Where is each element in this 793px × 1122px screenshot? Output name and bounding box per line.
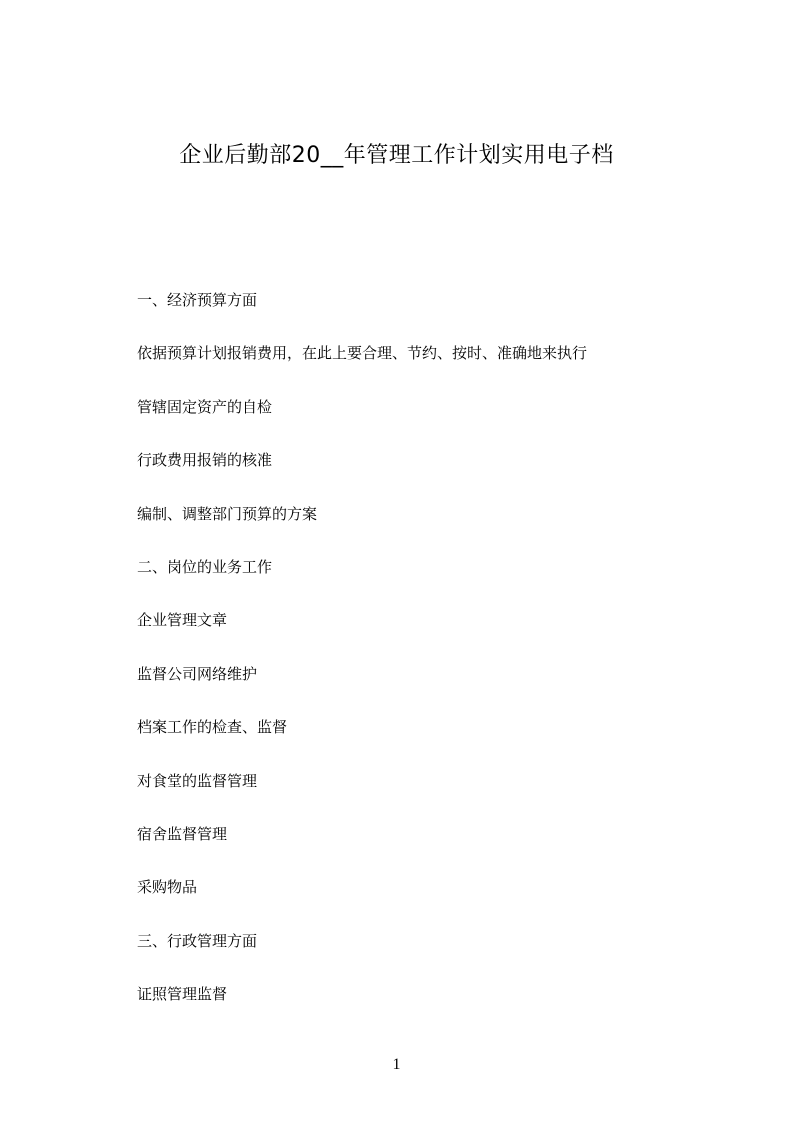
- paragraph-line: 对食堂的监督管理: [137, 771, 258, 790]
- paragraph-line: 监督公司网络维护: [137, 664, 258, 683]
- paragraph-line: 依据预算计划报销费用，在此上要合理、节约、按时、准确地来执行: [137, 344, 588, 363]
- section-heading-job-duties: 二、岗位的业务工作: [137, 557, 273, 576]
- section-heading-economic-budget: 一、经济预算方面: [137, 291, 258, 309]
- paragraph-line: 企业管理文章: [137, 611, 228, 630]
- document-title: 企业后勤部20__年管理工作计划实用电子档: [179, 143, 614, 168]
- paragraph-line: 档案工作的检查、监督: [137, 718, 288, 737]
- paragraph-line: 行政费用报销的核准: [137, 451, 273, 470]
- document-body: [137, 287, 737, 1034]
- paragraph-line: 编制、调整部门预算的方案: [137, 504, 318, 523]
- section-heading-administration: 三、行政管理方面: [137, 931, 258, 950]
- paragraph-line: 宿舍监督管理: [137, 824, 228, 843]
- paragraph-line: 证照管理监督: [137, 985, 228, 1004]
- paragraph-line: 管辖固定资产的自检: [137, 397, 273, 416]
- paragraph-line: 采购物品: [137, 878, 198, 897]
- page-number: 1: [392, 1056, 401, 1073]
